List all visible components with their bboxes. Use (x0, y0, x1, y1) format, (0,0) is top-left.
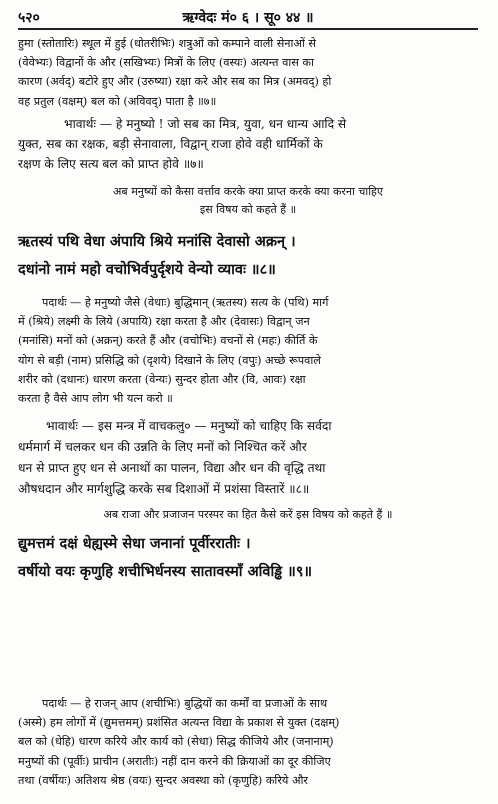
text-line: हुमा (स्तोतारिः) स्थूल में हुई (धोतरीभिः) शत्रुओं को कम्पाने वाली सेनाओं से (18, 37, 316, 50)
verse-8 (18, 228, 478, 284)
text-line: (अस्मे) हम लोगों में (द्युमत्तमम्) प्रशंसित अत्यन्त विद्या के प्रकाश से युक्त (दक्षम्) (18, 716, 340, 730)
text-line: तथा (वर्षीयः) अतिशय श्रेष्ठ (वयः) सुन्दर अवस्था को (कृणुहि) करिये और (18, 773, 308, 787)
text-line: में (श्रिये) लक्ष्मी के लिये (अपायि) रक्षा करता है और (देवासः) विद्वान् जन (18, 315, 310, 329)
text-line: (मनांसि) मनों को (अक्रन्) करते हैं और (वचोभिः) वचनों से (महः) कीर्ति के (18, 334, 318, 348)
verse-line: द्युमत्तमं दक्षं धेह्यस्मे सेधा जनानां पूर्वीररातीः । (18, 535, 251, 552)
page-header (18, 8, 478, 28)
text-line: पदार्थः — हे राजन् आप (शचीभिः) बुद्धियों का कर्मों वा प्रजाओं के साथ (42, 697, 328, 710)
text-line: बल को (धेहि) धारण करिये और कार्य को (सेधा) सिद्ध कीजिये और (जनानाम्) (18, 735, 334, 749)
text-line: युक्त, सब का रक्षक, बड़ी सेनावाला, विद्वान् राजा होवे वही धार्मिकों के (18, 137, 323, 151)
padarth-9 (18, 694, 478, 790)
verse-line: वर्षीयो वयः कृणुहि शचीभिर्धनस्य सातावस्माँ अविड्ढि ॥९॥ (18, 563, 313, 580)
text-line: रक्षण के लिए सत्य बल को प्राप्त होवे ॥७॥ (18, 157, 204, 171)
text-line: धर्ममार्ग में चलकर धन की उन्नति के लिए मनों को निश्चित करें और (18, 440, 307, 454)
text-line: योग से बड़ी (नाम) प्रसिद्धि को (दृशये) दिखाने के लिए (वपुः) अच्छे रूपवाले (18, 353, 321, 367)
text-line: मनुष्यों की (पूर्वीः) प्राचीन (अरातीः) नहीं दान करने की क्रियाओं का दूर कीजिए (18, 754, 331, 768)
text-line: वह प्रतुल (वक्षम्) बल को (अविवद्) पाता है ॥७॥ (18, 94, 217, 108)
padarth-8 (18, 293, 478, 408)
bhavarth-7 (18, 114, 478, 174)
text-line: शरीर को (दधानः) धारण करता (वेन्यः) सुन्दर होता और (वि, आवः) रक्षा (18, 372, 306, 386)
text-line: (वेवेभ्यः) विद्वानों के और (सखिभ्यः) मित्रों के लिए (वस्यः) अत्यन्त वास का (18, 56, 314, 70)
text-line: भावार्थः — इस मन्त्र में वाचकलु० — मनुष्यों को चाहिए कि सर्वदा (46, 419, 332, 433)
intro-heading-1 (18, 183, 478, 219)
verse-line: ऋतस्यं पथि वेधा अंपायि श्रिये मनांसि देवासो अक्रन् । (18, 233, 296, 250)
bhavarth-8 (18, 416, 478, 500)
running-title: ऋग्वेदः मं० ६ । सू० ४४ ॥ (182, 10, 314, 26)
text-line: इस विषय को कहते हैं ॥ (199, 203, 297, 216)
text-line: धन से प्राप्त हुए धन से अनाथों का पालन, विद्या और धन की वृद्धि तथा (18, 461, 326, 475)
page-number: ५२० (18, 10, 40, 26)
intro-heading-2 (18, 506, 478, 524)
text-line: औषधदान और मार्गशुद्धि करके सब दिशाओं में प्रशंसा विस्तारें ॥८॥ (18, 482, 310, 496)
header-rule (18, 28, 478, 30)
text-line: अब मनुष्यों को कैसा वर्त्ताव करके क्या प्राप्त करके क्या करना चाहिए (113, 185, 383, 198)
text-line: करता है वैसे आप लोग भी यत्न करो ॥ (18, 392, 173, 406)
text-line: अब राजा और प्रजाजन परस्पर का हित कैसे करें इस विषय को कहते हैं ॥ (103, 508, 393, 521)
text-line: पदार्थः — हे मनुष्यो जैसे (वेधाः) बुद्धिमान् (ऋतस्य) सत्य के (पथि) मार्ग (42, 296, 329, 309)
verse-line: दधांनो नामं महो वचोभिर्वपुर्दृशये वेन्यो व्यावः ॥८॥ (18, 261, 276, 278)
verse-9 (18, 530, 478, 586)
text-line: भावार्थः — हे मनुष्यो ! जो सब का मित्र, युवा, धन धान्य आदि से (64, 117, 347, 131)
top-paragraph (18, 34, 478, 111)
text-line: कारण (अर्वद्) बटोरे हुए और (उरुष्या) रक्षा करे और सब का मित्र (अमवद्) हो (18, 75, 332, 89)
